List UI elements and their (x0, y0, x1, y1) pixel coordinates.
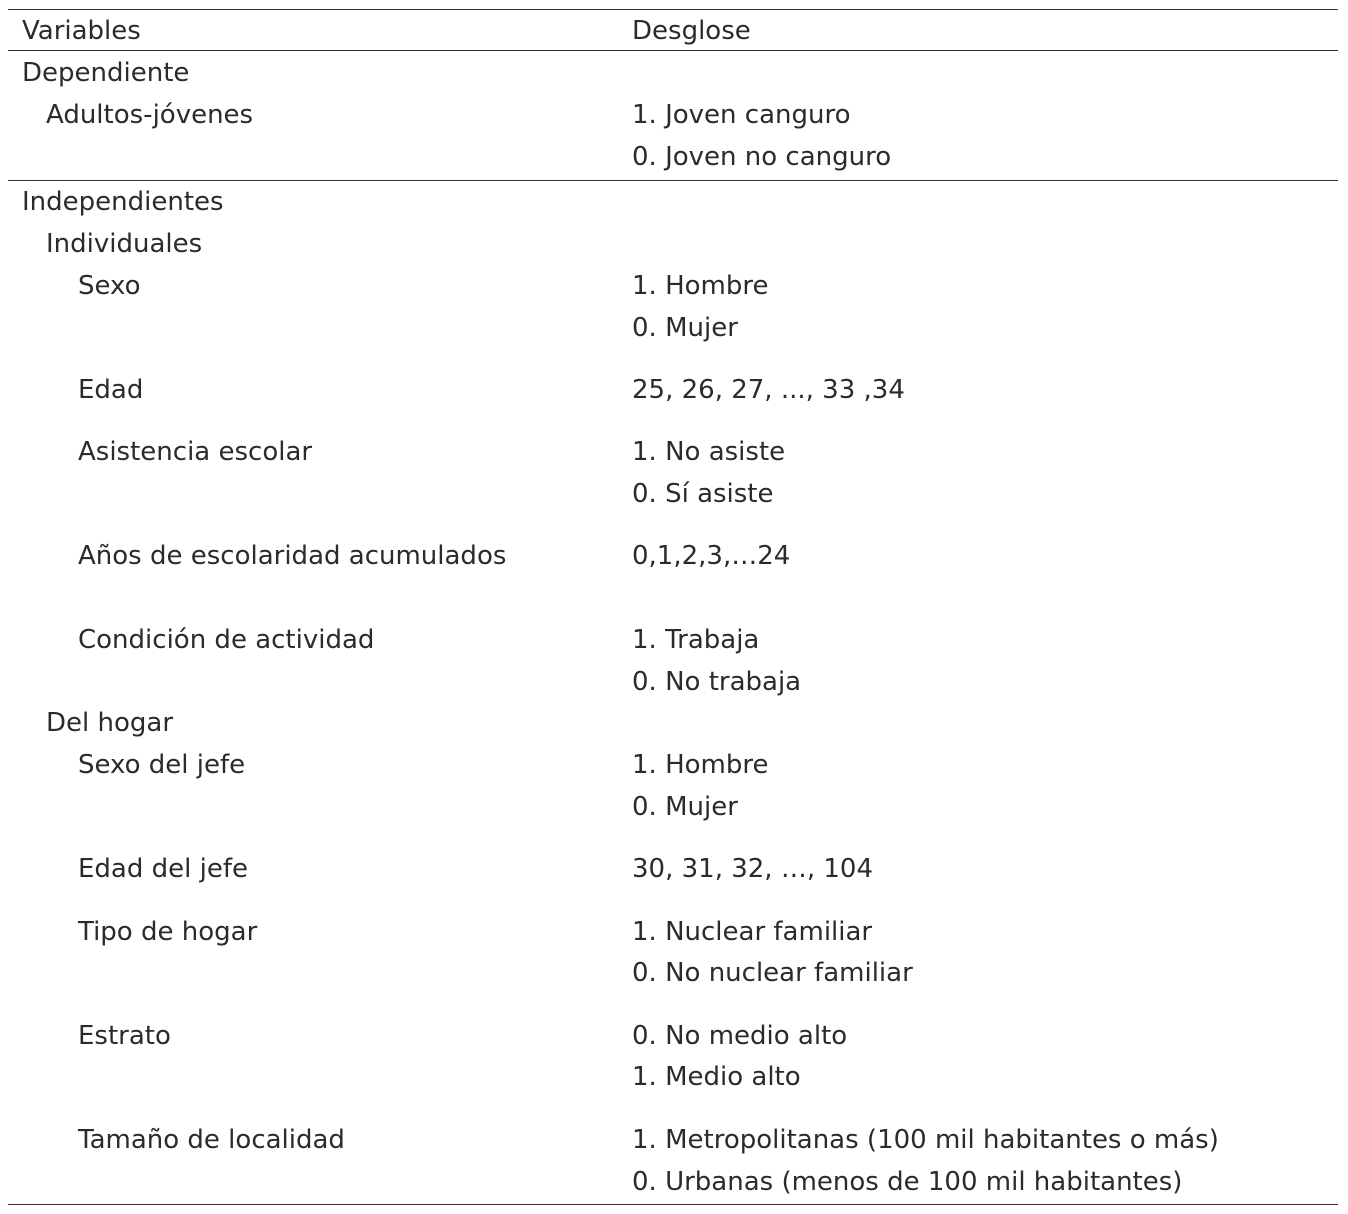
value-label: 1. Hombre (632, 271, 769, 301)
value-label: 1. Metropolitanas (100 mil habitantes o más) (632, 1125, 1219, 1155)
value-label: 30, 31, 32, …, 104 (632, 854, 873, 884)
value-label: 1. Joven canguro (632, 100, 851, 130)
group-hogar: Del hogar (46, 708, 174, 738)
variable-label: Asistencia escolar (78, 437, 313, 467)
value-label: 1. No asiste (632, 437, 786, 467)
value-label: 0. Mujer (632, 313, 738, 343)
value-label: 0. No trabaja (632, 667, 802, 697)
section-dependiente: Dependiente (22, 58, 190, 88)
value-label: 0. No medio alto (632, 1021, 848, 1051)
variable-label: Sexo del jefe (78, 750, 246, 780)
value-label: 1. Trabaja (632, 625, 760, 655)
header-rule (8, 50, 1338, 51)
variable-label: Tamaño de localidad (78, 1125, 345, 1155)
top-rule (8, 9, 1338, 10)
section-rule (8, 180, 1338, 181)
bottom-rule (8, 1204, 1338, 1205)
value-label: 1. Nuclear familiar (632, 917, 873, 947)
variable-label: Tipo de hogar (78, 917, 258, 947)
value-label: 0. Mujer (632, 792, 738, 822)
header-variables: Variables (22, 16, 141, 46)
section-independientes: Independientes (22, 187, 224, 217)
value-label: 1. Hombre (632, 750, 769, 780)
value-label: 1. Medio alto (632, 1062, 801, 1092)
group-individuales: Individuales (46, 229, 203, 259)
variable-label: Sexo (78, 271, 141, 301)
variable-label: Condición de actividad (78, 625, 375, 655)
value-label: 25, 26, 27, ..., 33 ,34 (632, 375, 905, 405)
value-label: 0. Joven no canguro (632, 142, 892, 172)
header-desglose: Desglose (632, 16, 751, 46)
variable-label: Años de escolaridad acumulados (78, 541, 507, 571)
value-label: 0. Sí asiste (632, 479, 774, 509)
variable-label: Edad (78, 375, 144, 405)
value-label: 0. No nuclear familiar (632, 958, 913, 988)
value-label: 0. Urbanas (menos de 100 mil habitantes) (632, 1167, 1183, 1197)
value-label: 0,1,2,3,…24 (632, 541, 791, 571)
variable-label: Edad del jefe (78, 854, 248, 884)
variable-label: Estrato (78, 1021, 171, 1051)
variable-label: Adultos-jóvenes (46, 100, 254, 130)
